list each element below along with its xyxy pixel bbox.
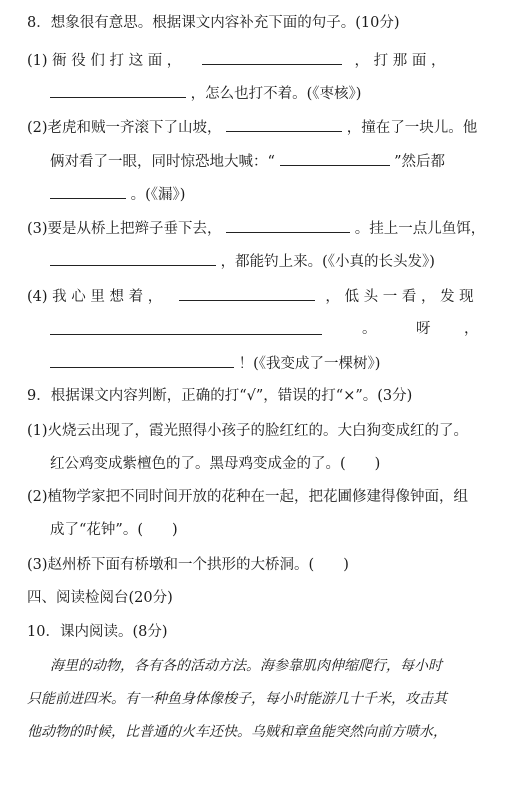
q10-passage-line2: 只能前进四米。有一种鱼身体像梭子，每小时能游几十千米，攻击其 [27,691,447,707]
q9-item1-line2: 红公鸡变成紫檀色的了。黑母鸡变成金的了。( ) [50,456,381,472]
q8-item4-blank2[interactable] [50,319,322,335]
q8-item2-text-b: ，撞在了一块儿。他 [346,120,478,136]
q8-item4-blank1[interactable] [179,285,315,301]
q8-item4-text-c: 。 [362,321,377,337]
q8-item1-text-c: ，怎么也打不着。(《枣核》) [190,86,362,102]
q8-item2-text-c: 俩对看了一眼，同时惊恐地大喊：“ [50,154,275,170]
q8-item1-line2 [50,82,361,104]
q8-item2-text-d: ”然后都 [394,154,446,170]
q8-item2-line1 [27,116,477,138]
q8-item3-blank1[interactable] [226,217,350,233]
q8-item2-blank1[interactable] [226,116,342,132]
section4-heading: 四、阅读检阅台(20分) [27,590,173,606]
q8-item1-text-a: (1) 衙 役 们 打 这 面 ， [27,53,182,69]
q8-item4-line3 [50,352,380,374]
q8-item2-line3 [50,183,185,205]
q8-item1-text-b: ， 打 那 面 ， [354,53,446,69]
q8-item4-line2 [50,319,480,341]
q8-item1-blank1[interactable] [202,49,342,65]
q8-item2-blank3[interactable] [50,183,126,199]
q8-item2-blank2[interactable] [280,150,390,166]
q8-item4-blank3[interactable] [50,352,234,368]
q9-item3: (3)赵州桥下面有桥墩和一个拱形的大桥洞。( ) [27,557,349,573]
q8-item1-line1 [27,49,445,71]
q8-item3-text-a: (3)要是从桥上把辫子垂下去， [27,221,222,237]
q8-item2-text-a: (2)老虎和贼一齐滚下了山坡， [27,120,222,136]
q8-item3-text-b: 。挂上一点儿鱼饵， [354,221,486,237]
q8-item2-line2 [50,150,445,172]
q8-item2-text-e: 。(《漏》) [130,187,186,203]
q9-title: 9．根据课文内容判断，正确的打“√”，错误的打“×”。(3分) [27,388,413,404]
q9-item2-line1: (2)植物学家把不同时间开放的花种在一起，把花圃修建得像钟面，组 [27,489,469,505]
q8-item4-text-e: ， [464,321,479,337]
q8-item4-text-f: ！(《我变成了一棵树》) [238,356,381,372]
q8-item3-line1 [27,217,485,239]
q8-item4-text-b: ， 低 头 一 看 ， 发 现 [325,289,474,305]
q8-item3-blank2[interactable] [50,250,216,266]
q10-title: 10．课内阅读。(8分) [27,624,168,640]
q10-passage-line1: 海里的动物，各有各的活动方法。海参靠肌肉伸缩爬行，每小时 [50,658,442,674]
q9-item1-line1: (1)火烧云出现了，霞光照得小孩子的脸红红的。大白狗变成红的了。 [27,423,469,439]
q8-title: 8．想象很有意思。根据课文内容补充下面的句子。(10分) [27,15,400,31]
q8-item3-line2 [50,250,435,272]
q8-item3-text-c: ，都能钓上来。(《小真的长头发》) [220,254,435,270]
q10-passage-line3: 他动物的时候，比普通的火车还快。乌贼和章鱼能突然向前方喷水， [27,724,447,740]
q8-item1-blank2[interactable] [50,82,186,98]
q9-item2-line2: 成了“花钟”。( ) [50,522,178,538]
q8-item4-line1 [27,285,474,307]
q8-item4-text-a: (4) 我 心 里 想 着 ， [27,289,163,305]
q8-item4-text-d: 呀 [416,321,431,337]
